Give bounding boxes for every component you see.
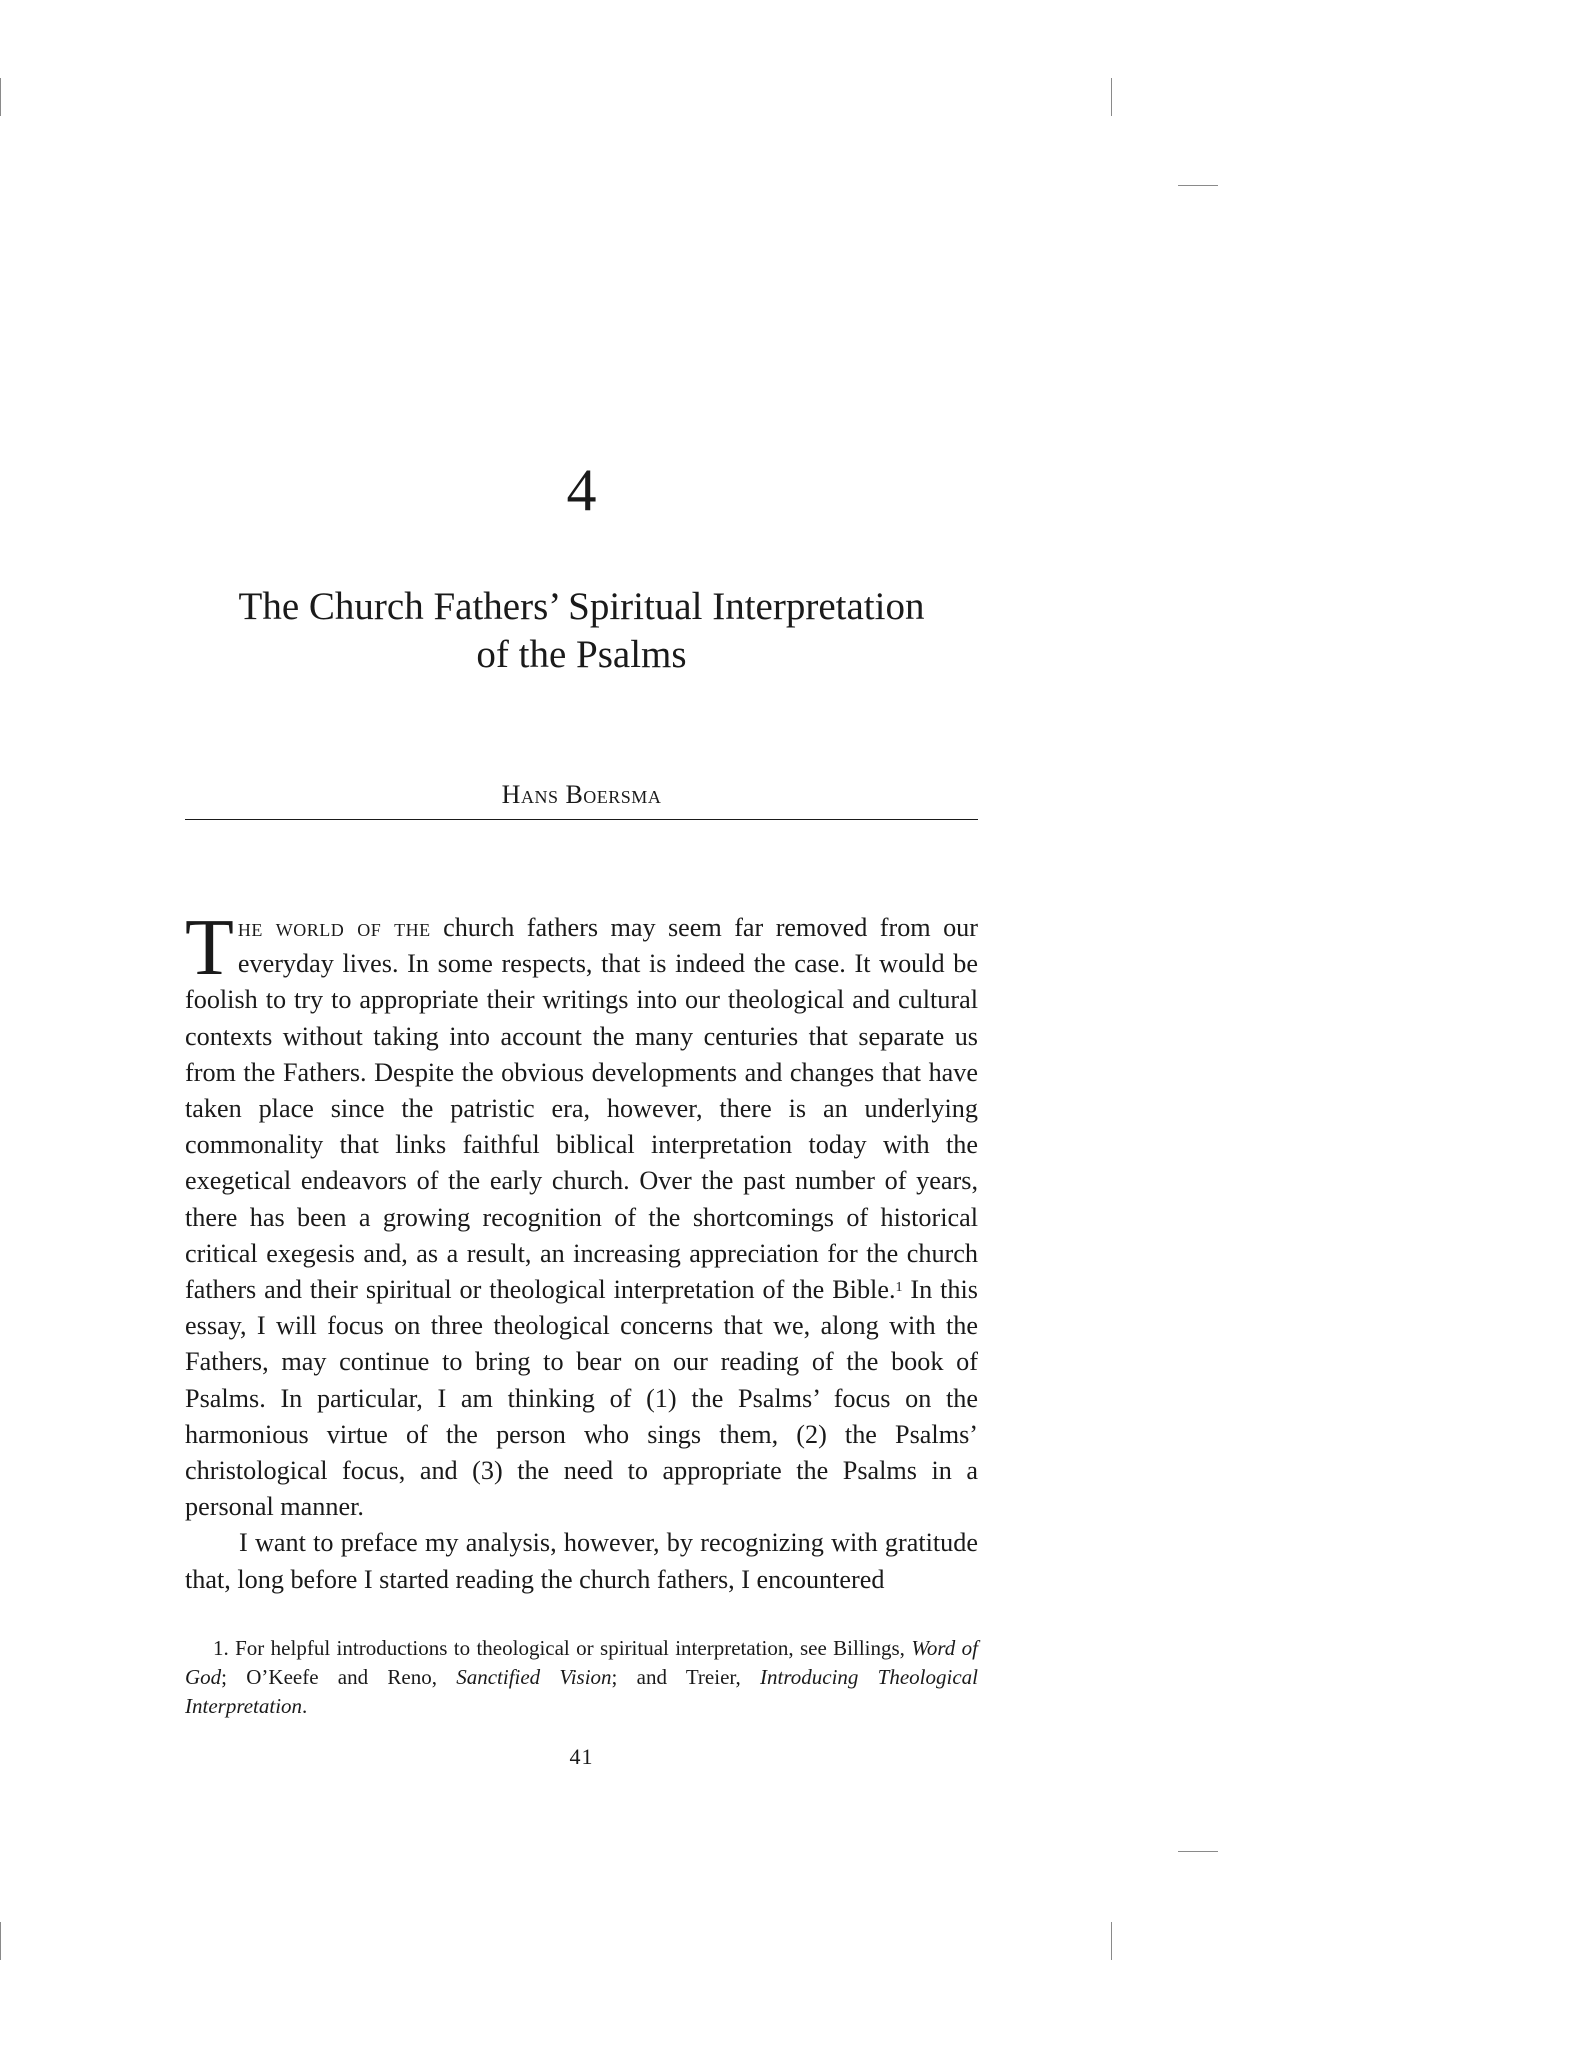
paragraph-2: I want to preface my analysis, however, by recognizing with gratitude that, long before I started reading the church fathers, I encountered: [185, 1528, 978, 1594]
footnote-title-2: Sanctified Vision: [456, 1665, 612, 1689]
footnote-title-3: Introducing Theological Interpretation: [185, 1665, 978, 1718]
crop-mark-right-lower: [1178, 1851, 1218, 1852]
heading-rule: [185, 819, 978, 820]
crop-mark-bottom-left: [0, 1922, 1, 1960]
footnote-title-1: Word of God: [185, 1636, 979, 1689]
footnote-1: [185, 1634, 978, 1721]
page-number: 41: [569, 1744, 594, 1769]
chapter-number: 4: [566, 457, 597, 523]
chapter-title: [185, 583, 978, 679]
chapter-title-line-2: of the Psalms: [476, 633, 687, 676]
lead-in-smallcaps: he world of the: [237, 913, 431, 942]
paragraph-1: [185, 904, 978, 1525]
author-name: Hans Boersma: [501, 780, 662, 809]
crop-mark-bottom-right: [1111, 1922, 1112, 1960]
footnote: [185, 1634, 978, 1721]
crop-mark-top-left: [0, 78, 1, 116]
drop-cap: T: [185, 904, 234, 992]
crop-mark-right-upper: [1178, 185, 1218, 186]
paragraph-1-text-b: In this essay, I will focus on three theological concerns that we, along with the Fathers, may continue to bring to bear on our reading of the book of Psalms. In particular, I am thinking of (1) the Psalms’ focus on the harmonious virtue of the person who sings them, (2) the Psalms’ christological focus, and (3) the need to appropriate the Psalms in a personal manner.: [185, 1275, 978, 1522]
footnote-text-a: 1. For helpful introductions to theological or spiritual interpretation, see Billings,: [213, 1636, 912, 1660]
crop-mark-top-right: [1111, 78, 1112, 116]
chapter-title-line-1: The Church Fathers’ Spiritual Interpretation: [238, 585, 925, 628]
footnote-text-b: ; O’Keefe and Reno,: [221, 1665, 457, 1689]
footnote-text-d: .: [302, 1694, 308, 1718]
body-text: [185, 904, 978, 1598]
footnote-reference[interactable]: 1: [895, 1280, 903, 1296]
paragraph-1-text-a: church fathers may seem far removed from our everyday lives. In some respects, that is indeed the case. It would be foolish to try to appropriate their writings into our theological and cultural contexts without taking into account the many centuries that separate us from the Fathers. Despite the obvious developments and changes that have taken place since the patristic era, however, there is an underlying commonality that links faithful biblical interpretation today with the exegetical endeavors of the early church. Over the past number of years, there has been a growing recognition of the shortcomings of historical critical exegesis and, as a result, an increasing appreciation for the church fathers and their spiritual or theological interpretation of the Bible.: [185, 913, 978, 1305]
footnote-text-c: ; and Treier,: [611, 1665, 761, 1689]
